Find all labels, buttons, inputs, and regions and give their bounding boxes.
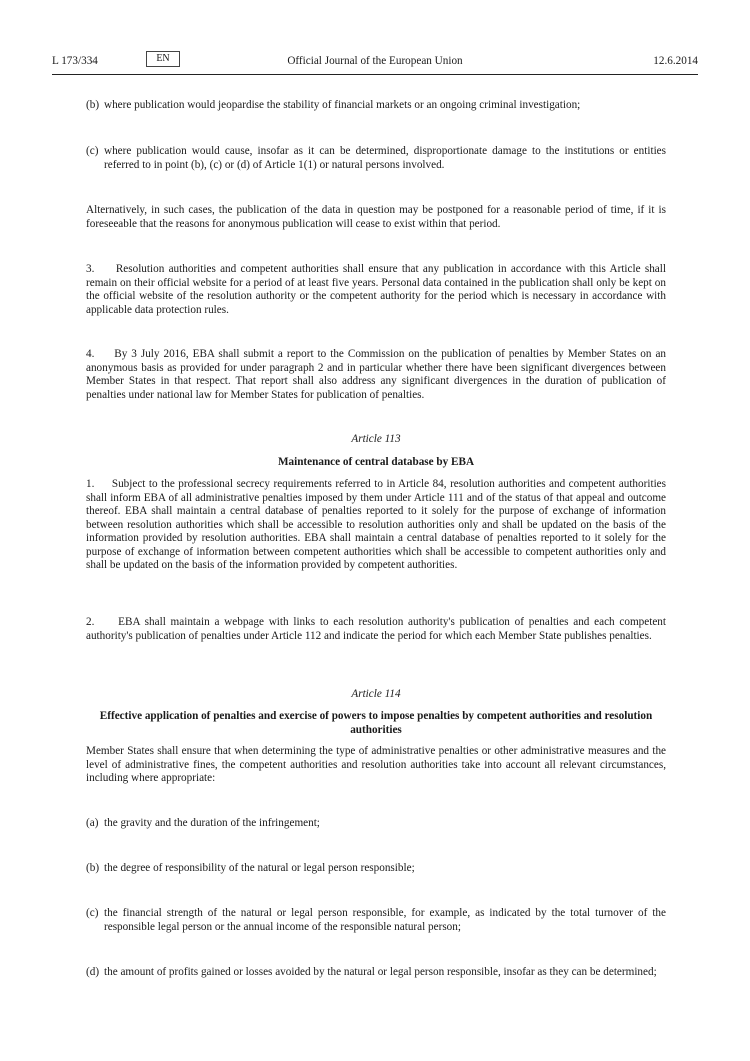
article-113-title: Maintenance of central database by EBA — [277, 456, 475, 468]
page-header — [52, 53, 698, 69]
item-text: where publication would cause, insofar as it can be determined, disproportionate damage to the institutions or entities referred to in point (b), (c) or (d) of Article 1(1) or natural persons involved. — [104, 145, 666, 171]
item-text: the amount of profits gained or losses avoided by the natural or legal person responsible, insofar as they can be determined; — [104, 966, 657, 978]
list-item — [86, 907, 666, 934]
language-badge: EN — [146, 51, 180, 67]
item-label: (c) — [86, 145, 99, 157]
item-text: the financial strength of the natural or legal person responsible, for example, as indicated by the total turnover of the responsible legal person or the annual income of the responsible natural person; — [104, 907, 666, 933]
article-113-number: Article 113 — [351, 433, 401, 445]
article-114-intro: Member States shall ensure that when determining the type of administrative penalties or other administrative measures and the level of administrative fines, the competent authorities and resolution authorities take into account all relevant circumstances, including where appropriate: — [86, 745, 666, 784]
list-item — [86, 966, 666, 980]
article-113-paragraph-2: 2. EBA shall maintain a webpage with links to each resolution authority's publication of penalties and each competent authority's publication of penalties under Article 112 and indicate the period for which each Member State publishes penalties. — [86, 616, 669, 642]
list-item — [86, 817, 666, 831]
list-item — [86, 99, 666, 113]
header-rule — [52, 74, 698, 75]
item-text: the gravity and the duration of the infringement; — [104, 817, 320, 829]
list-item — [86, 862, 666, 876]
item-label: (c) — [86, 907, 99, 919]
publication-date: 12.6.2014 — [653, 55, 698, 67]
article-113-paragraph-1: 1. Subject to the professional secrecy requirements referred to in Article 84, resolution authorities and competent authorities shall inform EBA of all administrative penalties imposed by them under Article 111 and of the status of that appeal and outcome thereof. EBA shall maintain a central database of penalties reported to it solely for the purpose of exchange of information between resolution authorities which shall be accessible to resolution authorities only and shall be updated on the basis of the information provided by resolution authorities. EBA shall maintain a central database of penalties reported to it solely for the purpose of exchange of information between competent authorities which shall be accessible to competent authorities only and shall be updated on the basis of the information provided by competent authorities. — [86, 478, 669, 571]
item-text: the degree of responsibility of the natural or legal person responsible; — [104, 862, 415, 874]
article-114-number: Article 114 — [351, 688, 401, 700]
paragraph-3: 3. Resolution authorities and competent authorities shall ensure that any publication in accordance with this Article shall remain on their official website for a period of at least five years. Personal data contained in the publication shall only be kept on the official website of the resolution authority or the competent authority for the period which is necessary in accordance with applicable data protection rules. — [86, 263, 669, 316]
list-item — [86, 145, 666, 172]
item-label: (d) — [86, 966, 100, 978]
item-label: (b) — [86, 862, 100, 874]
item-label: (b) — [86, 99, 100, 111]
item-label: (a) — [86, 817, 99, 829]
paragraph-alternatively: Alternatively, in such cases, the publication of the data in question may be postponed for a reasonable period of time, if it is foreseeable that the reasons for anonymous publication will cease to exist within that period. — [86, 204, 666, 230]
journal-title: Official Journal of the European Union — [287, 55, 463, 67]
paragraph-4: 4. By 3 July 2016, EBA shall submit a report to the Commission on the publication of penalties by Member States on an anonymous basis as provided for under paragraph 2 and in particular whether there have been significant divergences between Member States in that respect. That report shall also address any significant divergences in the duration of publication of penalties under national law for Member States for publication of penalties. — [86, 348, 669, 401]
page-reference: L 173/334 — [52, 55, 98, 67]
item-text: where publication would jeopardise the stability of financial markets or an ongoing criminal investigation; — [104, 99, 581, 111]
article-114-title: Effective application of penalties and exercise of powers to impose penalties by competent authorities and resolution authorities — [99, 710, 653, 736]
